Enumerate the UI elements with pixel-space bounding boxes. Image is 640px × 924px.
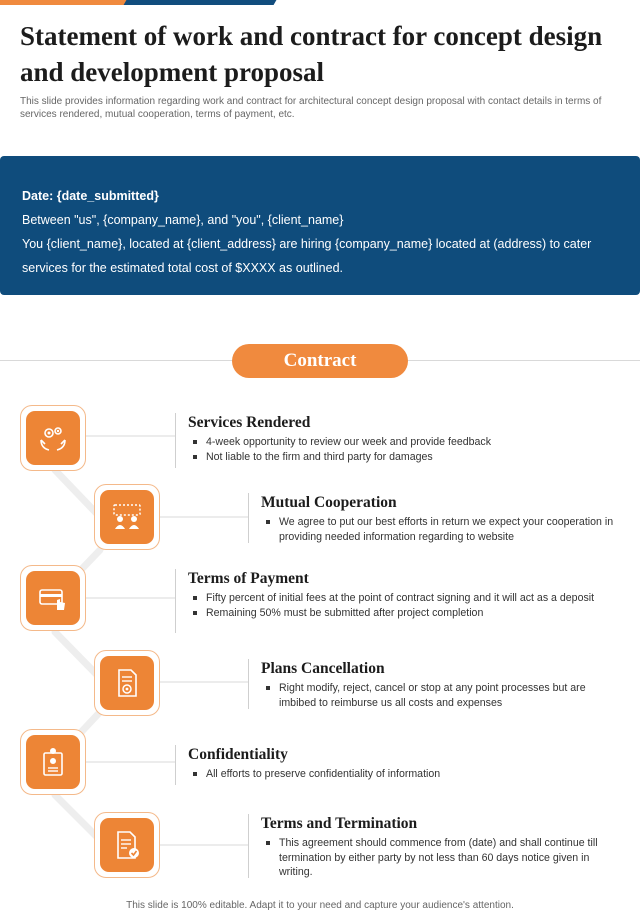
item-bullet: Fifty percent of initial fees at the point of contract signing and it will act as a deposit (191, 591, 595, 606)
services-rendered-icon-frame (20, 405, 86, 471)
item-plans-cancellation (248, 659, 618, 710)
item-services-rendered (175, 413, 630, 464)
info-description: You {client_name}, located at {client_address} are hiring {company_name} located at (address) to cater services for the estimated total cost of $XXXX as outlined. (22, 237, 592, 275)
item-bullet: Not liable to the firm and third party for damages (191, 450, 630, 465)
confidential-id-icon (37, 746, 69, 778)
confidentiality-icon-frame (20, 729, 86, 795)
top-accent-bar (0, 0, 280, 5)
people-cooperation-icon (111, 501, 143, 533)
item-bullet: This agreement should commence from (date) and shall continue till termination by either party by not less than 60 days notice given in writing. (264, 836, 620, 880)
page-title: Statement of work and contract for concept design and development proposal (20, 21, 603, 87)
footer-note: This slide is 100% editable. Adapt it to your need and capture your audience's attention. (126, 900, 514, 911)
item-title: Terms of Payment (188, 570, 309, 587)
item-title: Services Rendered (188, 414, 311, 431)
item-title: Terms and Termination (261, 815, 418, 832)
gears-hands-icon (37, 422, 69, 454)
item-confidentiality (175, 745, 595, 782)
item-title: Mutual Cooperation (261, 494, 397, 511)
item-terms-termination (248, 814, 620, 880)
document-check-icon (111, 829, 143, 861)
terms-of-payment-icon-frame (20, 565, 86, 631)
item-title: Confidentiality (188, 746, 288, 763)
contract-info-box (0, 156, 640, 295)
mutual-cooperation-icon-frame (94, 484, 160, 550)
plans-cancellation-icon-frame (94, 650, 160, 716)
contract-heading-pill: Contract (232, 344, 408, 378)
info-parties: Between "us", {company_name}, and "you", {client_name} (22, 213, 344, 227)
page-subtitle: This slide provides information regarding work and contract for architectural concept design proposal with contact details in terms of services rendered, mutual cooperation, terms of payment, etc. (20, 96, 602, 120)
item-bullet: We agree to put our best efforts in return we expect your cooperation in providing needed information regarding to website (264, 515, 630, 544)
item-bullet: Remaining 50% must be submitted after project completion (191, 606, 595, 621)
item-bullet: 4-week opportunity to review our week and provide feedback (191, 435, 630, 450)
document-cancel-icon (111, 667, 143, 699)
card-payment-icon (37, 582, 69, 614)
item-terms-of-payment (175, 569, 595, 620)
item-bullet: Right modify, reject, cancel or stop at any point processes but are imbibed to reimburse us all costs and expenses (264, 681, 618, 710)
accent-navy (124, 0, 277, 5)
terms-termination-icon-frame (94, 812, 160, 878)
item-bullet: All efforts to preserve confidentiality of information (191, 767, 595, 782)
item-title: Plans Cancellation (261, 660, 385, 677)
info-date: Date: {date_submitted} (22, 189, 159, 203)
item-mutual-cooperation (248, 493, 630, 544)
accent-orange (0, 0, 130, 5)
